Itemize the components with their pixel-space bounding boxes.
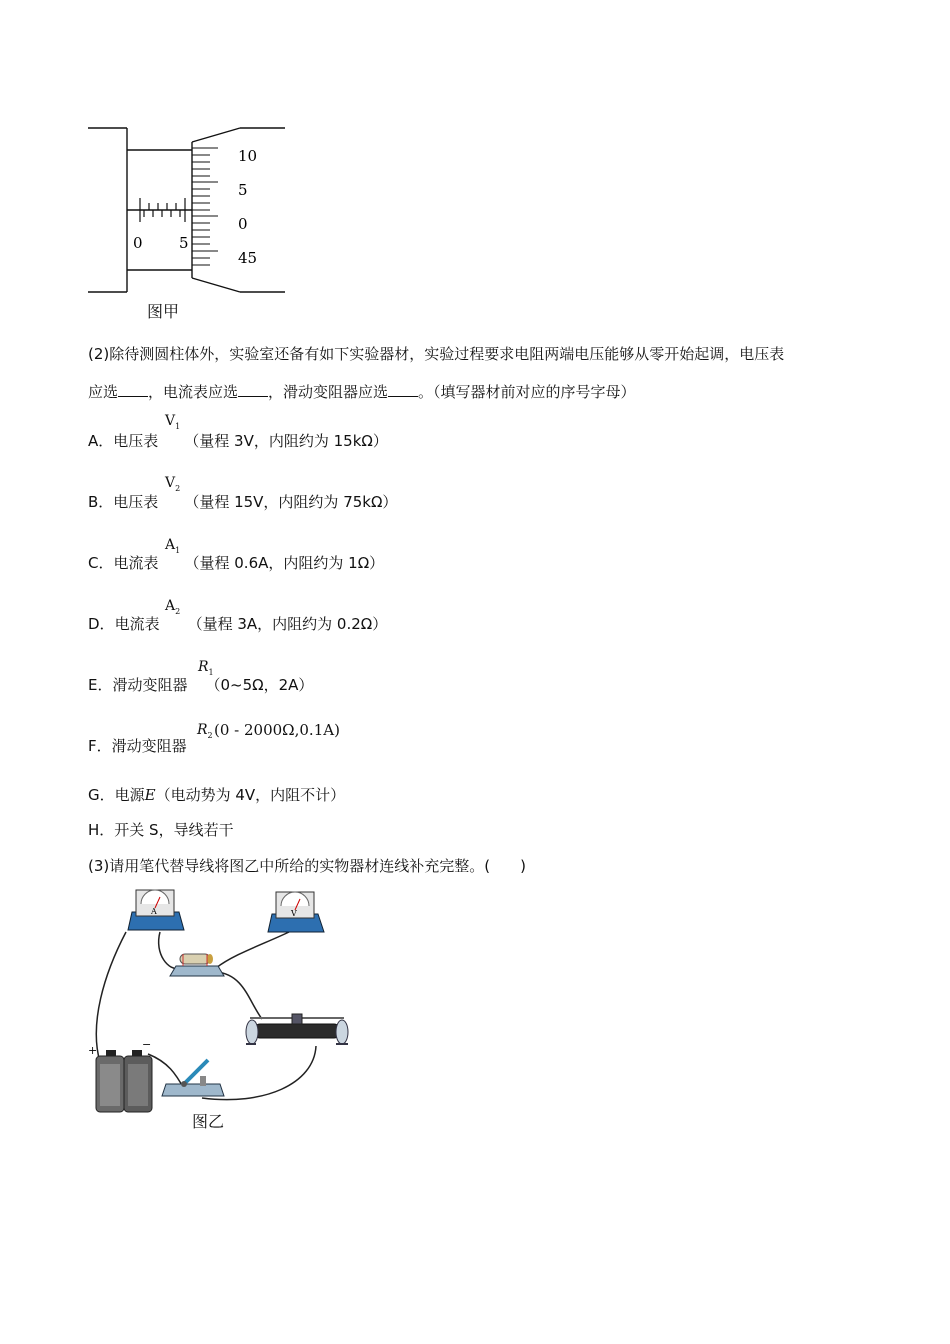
option-b-letter: B． bbox=[88, 493, 114, 511]
thimble-label-45: 45 bbox=[238, 249, 258, 267]
ammeter-icon bbox=[128, 890, 184, 930]
q2-text-d: 。（填写器材前对应的序号字母） bbox=[418, 383, 636, 401]
ammeter-label: A bbox=[151, 907, 157, 916]
ammeter-answer-blank[interactable] bbox=[238, 382, 268, 397]
thimble-label-10: 10 bbox=[238, 147, 258, 165]
option-e-spec: （0~5Ω，2A） bbox=[205, 676, 314, 694]
option-g-name: 电源 bbox=[114, 786, 145, 804]
thimble-label-0: 0 bbox=[238, 215, 248, 233]
option-e-letter: E． bbox=[88, 676, 113, 694]
option-g-symbol: E bbox=[144, 786, 156, 804]
q2-text-b: ，电流表应选 bbox=[148, 383, 239, 401]
option-a-letter: A． bbox=[88, 432, 114, 450]
question2-line2 bbox=[88, 382, 636, 402]
option-c-name: 电流表 bbox=[113, 554, 159, 572]
q2-text-a: 应选 bbox=[88, 383, 119, 401]
option-d bbox=[88, 614, 387, 634]
option-a bbox=[88, 431, 388, 451]
option-e-name: 滑动变阻器 bbox=[112, 676, 188, 694]
option-a-name: 电压表 bbox=[113, 432, 159, 450]
figure-jia-caption: 图甲 bbox=[147, 302, 180, 321]
option-e bbox=[88, 675, 313, 695]
battery-minus-label: − bbox=[142, 1038, 152, 1051]
option-g bbox=[88, 785, 345, 805]
option-c-symbol: $A_1$ bbox=[165, 537, 181, 555]
option-f-letter: F． bbox=[88, 737, 112, 755]
option-h-letter: H． bbox=[88, 821, 115, 839]
option-c-spec: （量程 0.6A，内阻约为 1Ω） bbox=[184, 554, 385, 572]
option-a-spec: （量程 3V，内阻约为 15kΩ） bbox=[184, 432, 388, 450]
main-scale-label-5: 5 bbox=[179, 234, 189, 252]
circuit-figure bbox=[84, 884, 364, 1114]
voltmeter-answer-blank[interactable] bbox=[118, 382, 148, 397]
q2-text-c: ，滑动变阻器应选 bbox=[268, 383, 389, 401]
option-d-symbol: $A_2$ bbox=[165, 598, 181, 616]
option-b-name: 电压表 bbox=[113, 493, 159, 511]
option-d-letter: D． bbox=[88, 615, 115, 633]
option-f-spec: (0 - 2000Ω,0.1A) bbox=[214, 721, 340, 739]
main-scale-label-0: 0 bbox=[133, 234, 143, 252]
option-f-symbol: $R_2$ bbox=[197, 722, 213, 740]
voltmeter-label: V bbox=[291, 909, 297, 918]
switch-icon bbox=[162, 1060, 224, 1096]
option-a-symbol: $V_1$ bbox=[165, 413, 181, 431]
micrometer-figure bbox=[80, 120, 300, 300]
option-c bbox=[88, 553, 384, 573]
thimble-label-5: 5 bbox=[238, 181, 248, 199]
option-d-spec: （量程 3A，内阻约为 0.2Ω） bbox=[187, 615, 388, 633]
rheostat-answer-blank[interactable] bbox=[388, 382, 418, 397]
option-b bbox=[88, 492, 397, 512]
figure-yi-caption: 图乙 bbox=[192, 1112, 225, 1131]
option-g-spec: （电动势为 4V，内阻不计） bbox=[155, 786, 346, 804]
option-g-letter: G． bbox=[88, 786, 115, 804]
voltmeter-icon bbox=[268, 892, 324, 932]
cylinder-sample-icon bbox=[170, 954, 224, 976]
option-b-symbol: $V_2$ bbox=[165, 475, 181, 493]
option-h bbox=[88, 820, 234, 840]
rheostat-icon bbox=[246, 1014, 348, 1044]
option-f-name: 滑动变阻器 bbox=[111, 737, 187, 755]
option-c-letter: C． bbox=[88, 554, 114, 572]
option-h-name: 开关 S，导线若干 bbox=[114, 821, 234, 839]
question3-text: (3)请用笔代替导线将图乙中所给的实物器材连线补充完整。( ) bbox=[88, 857, 526, 875]
question2-line1: (2)除待测圆柱体外，实验室还备有如下实验器材，实验过程要求电阻两端电压能够从零开始起调，电压表 bbox=[88, 345, 785, 363]
option-d-name: 电流表 bbox=[114, 615, 160, 633]
option-f bbox=[88, 736, 187, 756]
option-b-spec: （量程 15V，内阻约为 75kΩ） bbox=[184, 493, 398, 511]
battery-plus-label: + bbox=[88, 1044, 98, 1057]
option-e-symbol: $R_1$ bbox=[198, 659, 214, 677]
